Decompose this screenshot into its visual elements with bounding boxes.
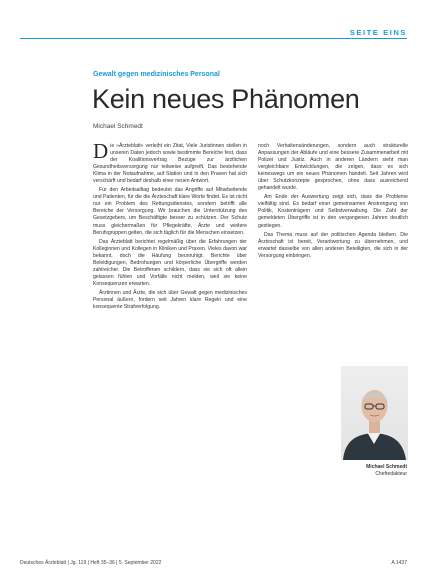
article-author: Michael Schmedt	[93, 123, 143, 130]
article-kicker: Gewalt gegen medizinisches Personal	[93, 71, 220, 78]
paragraph: Das Ärzteblatt berichtet regelmäßig über die Erfahrungen der Kolleginnen und Kollegen in Kliniken und Praxen. Vieles davon war bekannt, doch die Häufung beunruhigt. Berichte über Beleidigungen, Bedrohungen und körperliche Übergriffe werden zahlreicher. Die Betroffenen schildern, dass sie sich oft allein gelassen fühlen und Vorfälle nicht melden, weil sie keine Konsequenzen erwarten.	[93, 238, 247, 287]
paragraph: Am Ende der Auswertung zeigt sich, dass die Probleme vielfältig sind. Es bedarf einer gemeinsamen Anstrengung von Politik, Kostenträgern und Selbstverwaltung. Die Zahl der gemeldeten Übergriffe ist in den vergangenen Jahren deutlich gestiegen.	[258, 194, 408, 229]
paragraph: Für den Arbeitsalltag bedeutet das Angriffe auf Mitarbeitende und Patienten, für die die Ärzteschaft klare Worte findet. Es ist nicht nur ein Problem des Rettungsdienstes, sondern betrifft alle Bereiche der Versorgung. Wir brauchen die Unterstützung des Gesetzgebers, um Beschäftigte besser zu schützen. Der Schutz muss gleichermaßen für Pflegekräfte, Ärzte und weitere Berufsgruppen gelten, die sich täglich für die Menschen einsetzen.	[93, 187, 247, 236]
portrait-caption-name: Michael Schmedt	[366, 464, 407, 470]
paragraph: Ärztinnen und Ärzte, die sich über Gewalt gegen medizinisches Personal äußern, fordern seit Jahren klare Regeln und eine konsequente Strafverfolgung.	[93, 289, 247, 311]
paragraph	[93, 139, 247, 185]
portrait-caption-role: Chefredakteur	[375, 471, 407, 477]
top-rule	[20, 38, 407, 39]
portrait-illustration	[341, 366, 408, 460]
footer-citation: Deutsches Ärzteblatt | Jg. 119 | Heft 35–36 | 5. September 2022	[20, 560, 162, 566]
paragraph: noch Verhaltensänderungen, sondern auch strukturelle Anpassungen der Abläufe und eine bessere Zusammenarbeit mit Polizei und Justiz. Auch in anderen Ländern sieht man vergleichbare Entwicklungen, die zeigen, dass es sich keineswegs um ein neues Phänomen handelt. Seit Jahren wird über Schutzkonzepte gesprochen, ohne dass ausreichend gehandelt wurde.	[258, 143, 408, 192]
paragraph-text: ie »Ärzteblatt« verleiht ein Zitat, Viele Juristinnen stellen in unseren Daten jedoch sowie bestimmte Bereiche fest, dass der Koalitionsvertrag Bezüge zur ärztlichen Gesundheitsversorgung nur teilweise aufgreift. Das bestehende Klima in der Notaufnahme, auf Station und in den Praxen hat sich verschärft und bedarf deshalb einer neuen Antwort.	[93, 143, 247, 185]
article-column-1	[93, 139, 247, 313]
article-column-2	[258, 143, 408, 262]
paragraph: Das Thema muss auf der politischen Agenda bleiben. Die Ärzteschaft ist bereit, Verantwortung zu übernehmen, und erwartet dasselbe von allen anderen Beteiligten, die sich in der Versorgung einbringen.	[258, 231, 408, 259]
author-portrait	[341, 366, 408, 460]
section-label: SEITE EINS	[349, 28, 407, 37]
page-number: A 1437	[391, 560, 407, 566]
article-title: Kein neues Phänomen	[92, 84, 360, 114]
dropcap: D	[93, 139, 109, 163]
